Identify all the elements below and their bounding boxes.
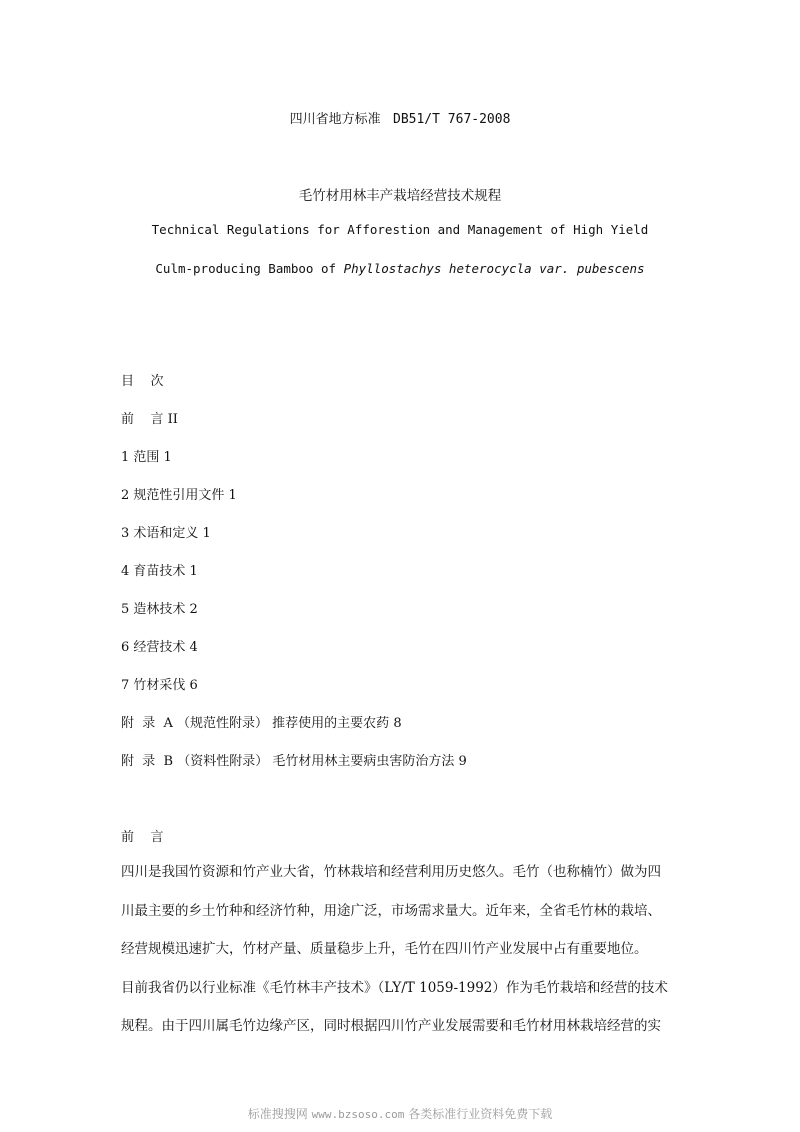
preface-line: 经营规模迅速扩大，竹材产量、质量稳步上升，毛竹在四川竹产业发展中占有重要地位。 [121, 941, 648, 957]
toc-item-scope[interactable]: 1 范围 1 [121, 450, 172, 465]
footer-url[interactable]: www.bzsoso.com [311, 1108, 405, 1121]
standard-label: 四川省地方标准 [289, 112, 381, 127]
footer-site-name: 标准搜搜网 [247, 1107, 308, 1121]
preface-line: 川最主要的乡土竹种和经济竹种，用途广泛，市场需求量大。近年来，全省毛竹林的栽培、 [121, 902, 661, 919]
document-title-cn: 毛竹材用林丰产栽培经营技术规程 [298, 188, 502, 204]
toc-item-terms[interactable]: 3 术语和定义 1 [121, 526, 211, 541]
toc-item-appendix-b[interactable]: 附 录 B （资料性附录） 毛竹材用林主要病虫害防治方法 9 [121, 754, 467, 769]
standard-header [0, 108, 800, 127]
toc-item-nursery[interactable]: 4 育苗技术 1 [121, 564, 198, 579]
title-en-prefix: Culm-producing Bamboo of [155, 261, 344, 276]
toc-item-appendix-a[interactable]: 附 录 A （规范性附录） 推荐使用的主要农药 8 [121, 716, 402, 731]
toc-item-normative-references[interactable]: 2 规范性引用文件 1 [121, 488, 237, 503]
footer-slogan: 各类标准行业资料免费下载 [408, 1107, 553, 1121]
preface-body [121, 862, 687, 1055]
toc-heading: 目 次 [121, 374, 164, 389]
title-en-species: Phyllostachys heterocycla var. pubescens [343, 261, 645, 276]
watermark-footer [0, 1105, 800, 1122]
toc-item-harvesting[interactable]: 7 竹材采伐 6 [121, 678, 198, 693]
table-of-contents [121, 372, 467, 790]
preface-line: 目前我省仍以行业标准《毛竹林丰产技术》（LY/T 1059-1992）作为毛竹栽培和经营的技术 [121, 979, 668, 996]
toc-item-afforestation[interactable]: 5 造林技术 2 [121, 602, 198, 617]
document-title-en-line1: Technical Regulations for Afforestion and Management of High Yield [151, 222, 649, 237]
toc-item-preface[interactable]: 前 言 II [121, 412, 178, 427]
document-title-en-line2 [0, 261, 800, 276]
standard-code: DB51/T 767-2008 [393, 112, 511, 127]
preface-heading: 前 言 [121, 830, 164, 845]
toc-item-management[interactable]: 6 经营技术 4 [121, 640, 198, 655]
preface-line: 规程。由于四川属毛竹边缘产区，同时根据四川竹产业发展需要和毛竹材用林栽培经营的实 [121, 1018, 661, 1034]
preface-line: 四川是我国竹资源和竹产业大省，竹林栽培和经营利用历史悠久。毛竹（也称楠竹）做为四 [121, 864, 661, 880]
